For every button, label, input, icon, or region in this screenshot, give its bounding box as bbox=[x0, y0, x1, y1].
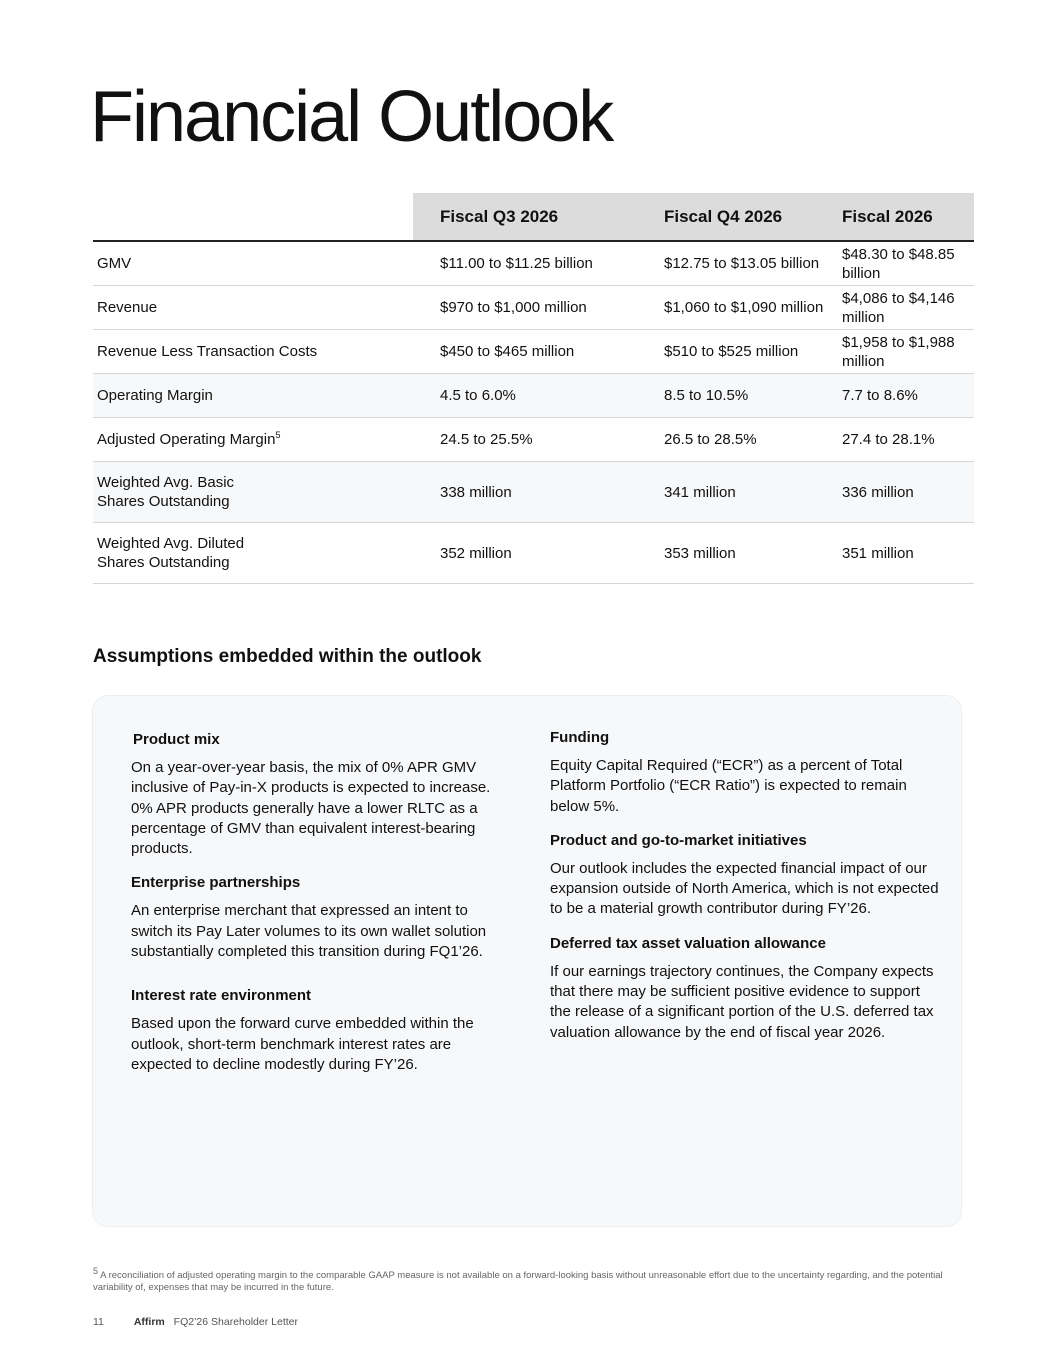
page-number: 11 bbox=[93, 1316, 104, 1328]
row-label-line1: Weighted Avg. Diluted bbox=[97, 535, 245, 552]
table-row-basic-shares bbox=[93, 462, 974, 523]
cell-q3: $450 to $465 million bbox=[413, 330, 664, 374]
assumptions-right-column bbox=[550, 729, 940, 1058]
header-blank bbox=[93, 193, 413, 241]
cell-q3: 24.5 to 25.5% bbox=[413, 418, 664, 462]
assumption-go-to-market bbox=[550, 832, 940, 920]
table-row-rltc bbox=[93, 330, 974, 374]
header-fiscal-q3-2026: Fiscal Q3 2026 bbox=[413, 193, 664, 241]
document-title: FQ2’26 Shareholder Letter bbox=[173, 1316, 298, 1328]
cell-fy: $1,958 to $1,988 million bbox=[842, 330, 974, 374]
table-row-gmv bbox=[93, 241, 974, 286]
assumption-title: Funding bbox=[550, 729, 610, 746]
assumption-body: An enterprise merchant that expressed an intent to switch its Pay Later volumes to its own wallet solution substantially completed this transition during FQ1’26. bbox=[131, 902, 487, 961]
cell-fy: 336 million bbox=[842, 462, 974, 523]
assumption-enterprise-partnerships bbox=[131, 874, 511, 962]
assumption-title: Interest rate environment bbox=[131, 987, 312, 1005]
cell-q4: $510 to $525 million bbox=[664, 330, 842, 374]
table-row-revenue bbox=[93, 286, 974, 330]
cell-fy: 7.7 to 8.6% bbox=[842, 374, 974, 418]
assumption-title: Product and go-to-market initiatives bbox=[550, 831, 807, 849]
cell-q3: 338 million bbox=[413, 462, 664, 523]
table-header-row bbox=[93, 193, 974, 241]
row-label: GMV bbox=[93, 241, 413, 286]
table-row-adjusted-operating-margin bbox=[93, 418, 974, 462]
row-label: Revenue bbox=[93, 286, 413, 330]
cell-q3: $11.00 to $11.25 billion bbox=[413, 241, 664, 286]
header-fiscal-q4-2026: Fiscal Q4 2026 bbox=[664, 193, 842, 241]
row-label-line2: Shares Outstanding bbox=[97, 554, 230, 571]
page-footer bbox=[93, 1316, 298, 1328]
row-label-line2: Shares Outstanding bbox=[97, 493, 230, 510]
assumption-body: Based upon the forward curve embedded within the outlook, short-term benchmark interest rates are expected to decline modestly during FY’26. bbox=[131, 1015, 474, 1073]
row-label: Adjusted Operating Margin bbox=[97, 431, 276, 448]
assumption-deferred-tax bbox=[550, 935, 940, 1043]
cell-q4: 8.5 to 10.5% bbox=[664, 374, 842, 418]
cell-q3: $970 to $1,000 million bbox=[413, 286, 664, 330]
footnote-text: A reconciliation of adjusted operating margin to the comparable GAAP measure is not available on a forward-looking basis without unreasonable effort due to the uncertainty regarding, and the potential variability of, expenses that may be incurred in the future. bbox=[93, 1270, 943, 1293]
assumptions-card bbox=[92, 695, 962, 1227]
cell-q4: 26.5 to 28.5% bbox=[664, 418, 842, 462]
row-label: Operating Margin bbox=[93, 374, 413, 418]
assumption-title: Deferred tax asset valuation allowance bbox=[550, 934, 826, 952]
page-title: Financial Outlook bbox=[90, 77, 613, 157]
assumption-title: Enterprise partnerships bbox=[131, 874, 301, 892]
cell-fy: 351 million bbox=[842, 523, 974, 584]
assumption-body: If our earnings trajectory continues, the Company expects that there may be sufficient positive evidence to support the release of a significant portion of the U.S. deferred tax valuation allowance by the end of fiscal year 2026. bbox=[550, 962, 934, 1041]
cell-q4: $12.75 to $13.05 billion bbox=[664, 241, 842, 286]
cell-q4: 341 million bbox=[664, 462, 842, 523]
assumptions-left-column bbox=[131, 731, 511, 1090]
cell-q3: 352 million bbox=[413, 523, 664, 584]
cell-fy: 27.4 to 28.1% bbox=[842, 418, 974, 462]
header-fiscal-2026: Fiscal 2026 bbox=[842, 193, 974, 241]
table-row-diluted-shares bbox=[93, 523, 974, 584]
cell-q4: 353 million bbox=[664, 523, 842, 584]
assumption-funding bbox=[550, 729, 940, 817]
footnote-marker: 5 bbox=[93, 1265, 99, 1276]
assumption-title: Product mix bbox=[133, 731, 220, 748]
assumption-product-mix bbox=[131, 731, 511, 859]
assumption-body: On a year-over-year basis, the mix of 0% APR GMV inclusive of Pay-in-X products is expected to increase. 0% APR products generally have a lower RLTC as a percentage of GMV than equivalent interest-bearing products. bbox=[131, 759, 491, 858]
table-row-operating-margin bbox=[93, 374, 974, 418]
row-label-cell bbox=[93, 462, 413, 523]
row-label-cell bbox=[93, 418, 413, 462]
assumption-body: Our outlook includes the expected financial impact of our expansion outside of North America, which is not expected to be a material growth contributor during FY’26. bbox=[550, 859, 939, 918]
financial-outlook-table bbox=[93, 193, 974, 584]
footnote-ref: 5 bbox=[275, 430, 281, 440]
assumptions-heading: Assumptions embedded within the outlook bbox=[93, 646, 482, 667]
cell-q4: $1,060 to $1,090 million bbox=[664, 286, 842, 330]
cell-fy: $48.30 to $48.85 billion bbox=[842, 241, 974, 286]
brand-name: Affirm bbox=[133, 1316, 165, 1328]
assumption-body: Equity Capital Required (“ECR”) as a percent of Total Platform Portfolio (“ECR Ratio”) is expected to remain below 5%. bbox=[550, 757, 907, 815]
row-label-cell bbox=[93, 523, 413, 584]
cell-fy: $4,086 to $4,146 million bbox=[842, 286, 974, 330]
row-label-line1: Weighted Avg. Basic bbox=[97, 474, 235, 491]
row-label: Revenue Less Transaction Costs bbox=[93, 330, 413, 374]
footnote bbox=[93, 1265, 963, 1294]
assumption-interest-rate-environment bbox=[131, 987, 511, 1075]
cell-q3: 4.5 to 6.0% bbox=[413, 374, 664, 418]
